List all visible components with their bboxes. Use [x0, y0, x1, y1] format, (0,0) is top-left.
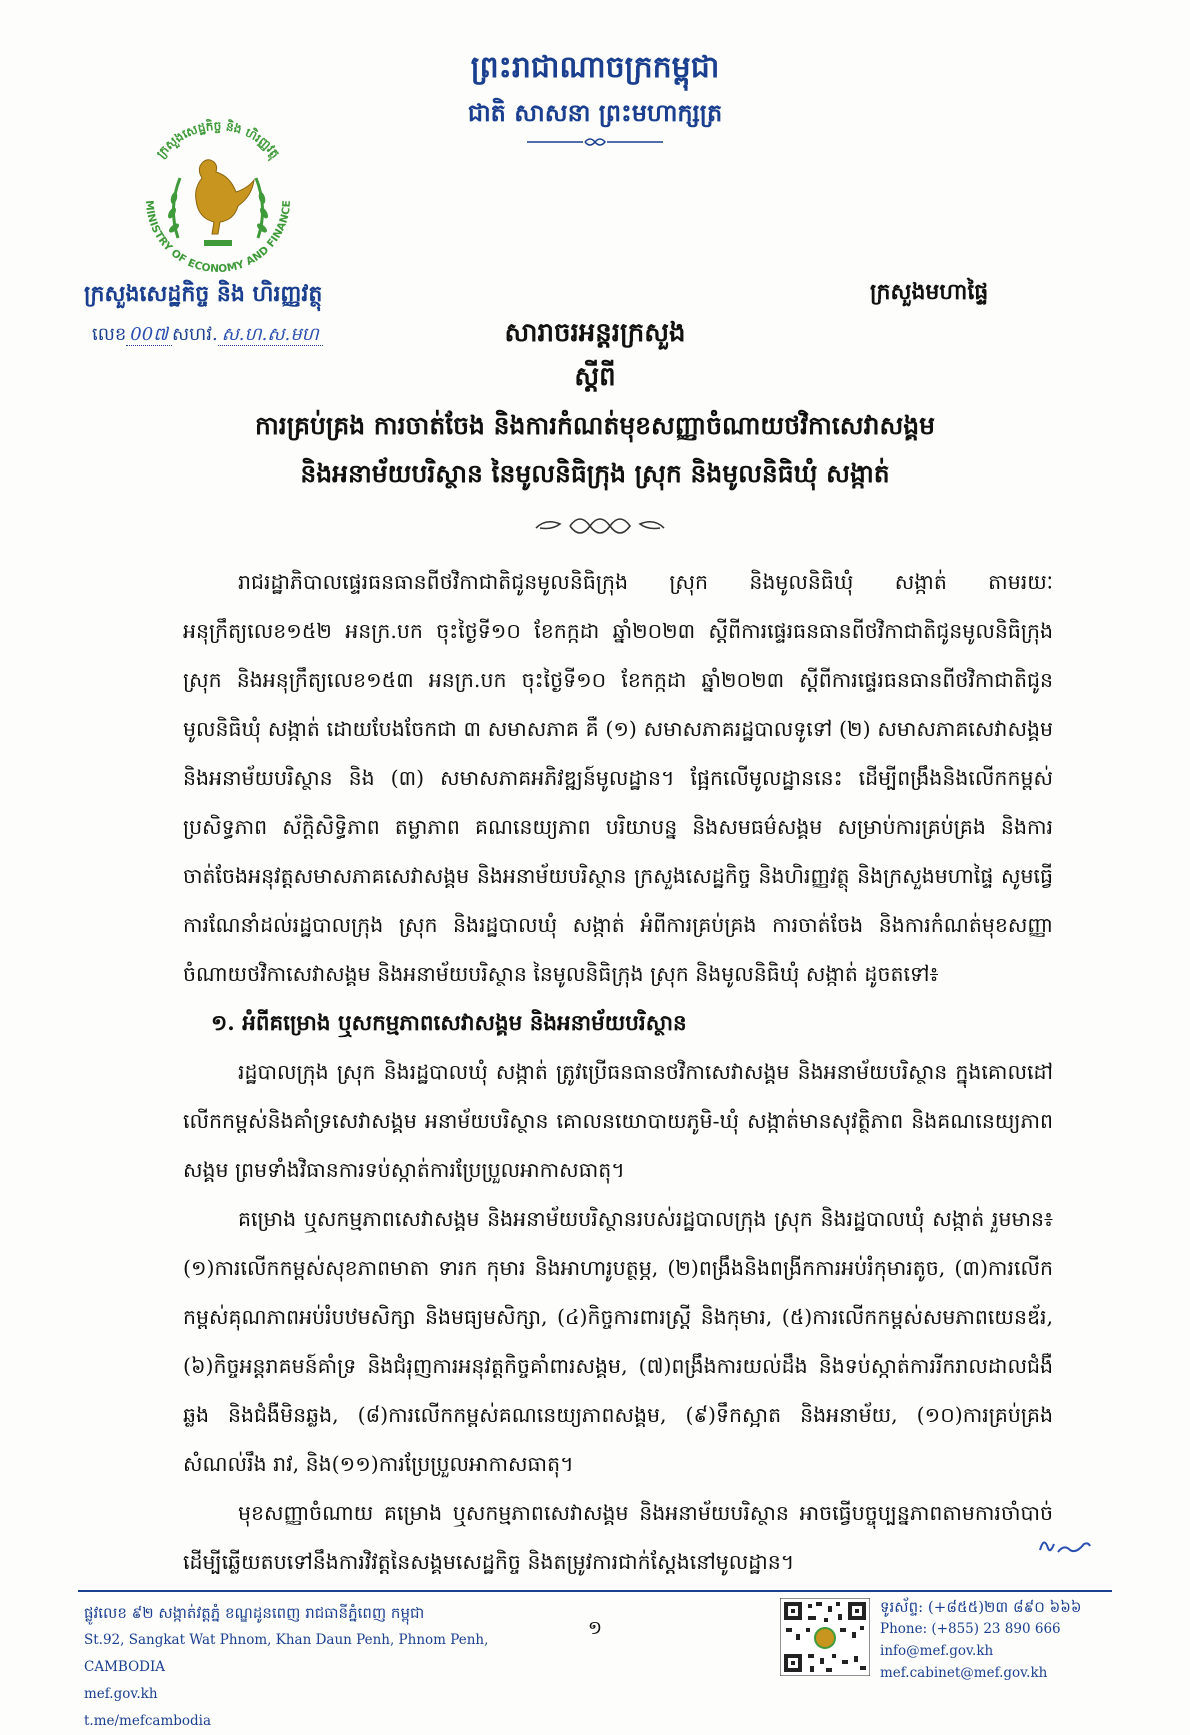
footer-divider: [78, 1590, 1112, 1592]
kingdom-title: ព្រះរាជាណាចក្រកម្ពុជា: [470, 50, 720, 85]
page-number: ១: [587, 1617, 603, 1639]
intro-paragraph: រាជរដ្ឋាភិបាលផ្ទេរធនធានពីថវិកាជាតិជូនមូលនិធិក្រុង ស្រុក និងមូលនិធិឃុំ សង្កាត់ តាមរយៈ អនុក្រឹត្យលេខ១៥២ អនក្រ.បក ចុះថ្ងៃទី១០ ខែកក្កដា ឆ្នាំ២០២៣ ស្ដីពីការផ្ទេរធនធានពីថវិកាជាតិជូនមូលនិធិក្រុង ស្រុក និងអនុក្រឹត្យលេខ១៥៣ អនក្រ.បក ចុះថ្ងៃទី១០ ខែកក្កដា ឆ្នាំ២០២៣ ស្ដីពីការផ្ទេរធនធានពីថវិកាជាតិជូនមូលនិធិឃុំ សង្កាត់ ដោយបែងចែកជា ៣ សមាសភាគ គឺ (១) សមាសភាគរដ្ឋបាលទូទៅ (២) សមាសភាគសេវាសង្គម និងអនាម័យបរិស្ថាន និង (៣) សមាសភាគអភិវឌ្ឍន៍មូលដ្ឋាន។ ផ្អែកលើមូលដ្ឋាននេះ ដើម្បីពង្រឹងនិងលើកកម្ពស់ប្រសិទ្ធភាព ស័ក្តិសិទ្ធិភាព តម្លាភាព គណនេយ្យភាព បរិយាបន្ន និងសមធម៌សង្គម សម្រាប់ការគ្រប់គ្រង និងការចាត់ចែងអនុវត្តសមាសភាគសេវាសង្គម និងអនាម័យបរិស្ថាន ក្រសួងសេដ្ឋកិច្ច និងហិរញ្ញវត្ថុ និងក្រសួងមហាផ្ទៃ សូមធ្វើការណែនាំដល់រដ្ឋបាលក្រុង ស្រុក និងរដ្ឋបាលឃុំ សង្កាត់ អំពីការគ្រប់គ្រង ការចាត់ចែង និងការកំណត់មុខសញ្ញាចំណាយថវិកាសេវាសង្គម និងអនាម័យបរិស្ថាន នៃមូលនិធិក្រុង ស្រុក និងមូលនិធិឃុំ សង្កាត់ ដូចតទៅ៖: [183, 570, 1053, 986]
website-link[interactable]: mef.gov.kh: [84, 1686, 158, 1702]
svg-text:ក្រសួងសេដ្ឋកិច្ច និង ហិរញ្ញវត្: [154, 118, 283, 163]
ministry-name: ក្រសួងសេដ្ឋកិច្ច និង ហិរញ្ញវត្ថុ: [84, 281, 323, 307]
document-type: សារាចរអន្តរក្រសួង: [504, 318, 686, 348]
document-body: [183, 558, 1053, 1587]
telegram-link[interactable]: t.me/mefcambodia: [84, 1713, 212, 1729]
co-ministry-name: ក្រសួងមហាផ្ទៃ: [870, 279, 989, 305]
handwritten-initials: [1036, 1528, 1096, 1558]
section-1-paragraph-3: មុខសញ្ញាចំណាយ គម្រោង ឬសកម្មភាពសេវាសង្គម និងអនាម័យបរិស្ថាន អាចធ្វើបច្ចុប្បន្នភាពតាមការចាំបាច់ ដើម្បីឆ្លើយតបទៅនឹងការវិវត្តនៃសង្គមសេដ្ឋកិច្ច និងតម្រូវការជាក់ស្ដែងនៅមូលដ្ឋាន។: [183, 1501, 1053, 1574]
ref-code-handwritten: ស.ហ.ស.មហ: [218, 324, 323, 346]
phone-english: Phone: (+855) 23 890 666: [880, 1621, 1061, 1637]
ministry-seal-logo: [128, 108, 308, 288]
document-about: ស្ដីពី: [574, 362, 616, 392]
ref-prefix: លេខ: [92, 324, 127, 345]
subject-line-1: ការគ្រប់គ្រង ការចាត់ចែង និងការកំណត់មុខសញ្ញាចំណាយថវិកាសេវាសង្គម: [254, 411, 935, 440]
address-english: St.92, Sangkat Wat Phnom, Khan Daun Penh, Phnom Penh, CAMBODIA: [84, 1632, 489, 1675]
email-info[interactable]: info@mef.gov.kh: [880, 1643, 994, 1659]
document-subject: [120, 402, 1070, 498]
email-cabinet[interactable]: mef.cabinet@mef.gov.kh: [880, 1665, 1048, 1681]
footer-contacts: [880, 1596, 1140, 1684]
phone-khmer: ទូរស័ព្ទ: (+៨៥៥)២៣ ៨៩០ ៦៦៦: [880, 1598, 1082, 1616]
ref-suffix: សហវ.: [171, 324, 218, 345]
address-khmer: ផ្លូវលេខ ៩២ សង្កាត់វត្តភ្នំ ខណ្ឌដូនពេញ រាជធានីភ្នំពេញ កម្ពុជា: [84, 1604, 425, 1622]
ref-number-handwritten: 00៧: [126, 324, 172, 346]
section-1-paragraph-1: រដ្ឋបាលក្រុង ស្រុក និងរដ្ឋបាលឃុំ សង្កាត់ ត្រូវប្រើធនធានថវិកាសេវាសង្គម និងអនាម័យបរិស្ថាន ក្នុងគោលដៅលើកកម្ពស់និងគាំទ្រសេវាសង្គម អនាម័យបរិស្ថាន គោលនយោបាយភូមិ-ឃុំ សង្កាត់មានសុវត្ថិភាព និងគណនេយ្យភាពសង្គម ព្រមទាំងវិធានការទប់ស្កាត់ការប្រែប្រួលអាកាសធាតុ។: [183, 1060, 1053, 1182]
qr-code-icon: [780, 1598, 870, 1676]
ornament-divider-top: [525, 136, 665, 148]
national-motto: ជាតិ សាសនា ព្រះមហាក្សត្រ: [467, 98, 723, 127]
section-1-paragraph-2: គម្រោង ឬសកម្មភាពសេវាសង្គម និងអនាម័យបរិស្ថានរបស់រដ្ឋបាលក្រុង ស្រុក និងរដ្ឋបាលឃុំ សង្កាត់ រួមមាន៖ (១)ការលើកកម្ពស់សុខភាពមាតា ទារក កុមារ និងអាហារូបត្ថម្ភ, (២)ពង្រឹងនិងពង្រីកការអប់រំកុមារតូច, (៣)ការលើកកម្ពស់គុណភាពអប់រំបឋមសិក្សា និងមធ្យមសិក្សា, (៤)កិច្ចការពារស្ត្រី និងកុមារ, (៥)ការលើកកម្ពស់សមភាពយេនឌ័រ, (៦)កិច្ចអន្តរាគមន៍គាំទ្រ និងជំរុញការអនុវត្តកិច្ចគាំពារសង្គម, (៧)ពង្រឹងការយល់ដឹង និងទប់ស្កាត់ការរីករាលដាលជំងឺឆ្លង និងជំងឺមិនឆ្លង, (៨)ការលើកកម្ពស់គណនេយ្យភាពសង្គម, (៩)ទឹកស្អាត និងអនាម័យ, (១០)ការគ្រប់គ្រងសំណល់រឹង រាវ, និង(១១)ការប្រែប្រួលអាកាសធាតុ។: [183, 1207, 1053, 1476]
logo-en-text: MINISTRY OF ECONOMY AND FINANCE: [142, 199, 294, 276]
ornament-divider-middle: [530, 512, 670, 540]
section-1-heading: ១. អំពីគម្រោង ឬសកម្មភាពសេវាសង្គម និងអនាម័យបរិស្ថាន: [211, 1011, 687, 1036]
subject-line-2: និងអនាម័យបរិស្ថាន នៃមូលនិធិក្រុង ស្រុក និងមូលនិធិឃុំ សង្កាត់: [300, 459, 890, 488]
logo-kh-text: ក្រសួងសេដ្ឋកិច្ច និង ហិរញ្ញវត្ថុ: [153, 118, 283, 161]
